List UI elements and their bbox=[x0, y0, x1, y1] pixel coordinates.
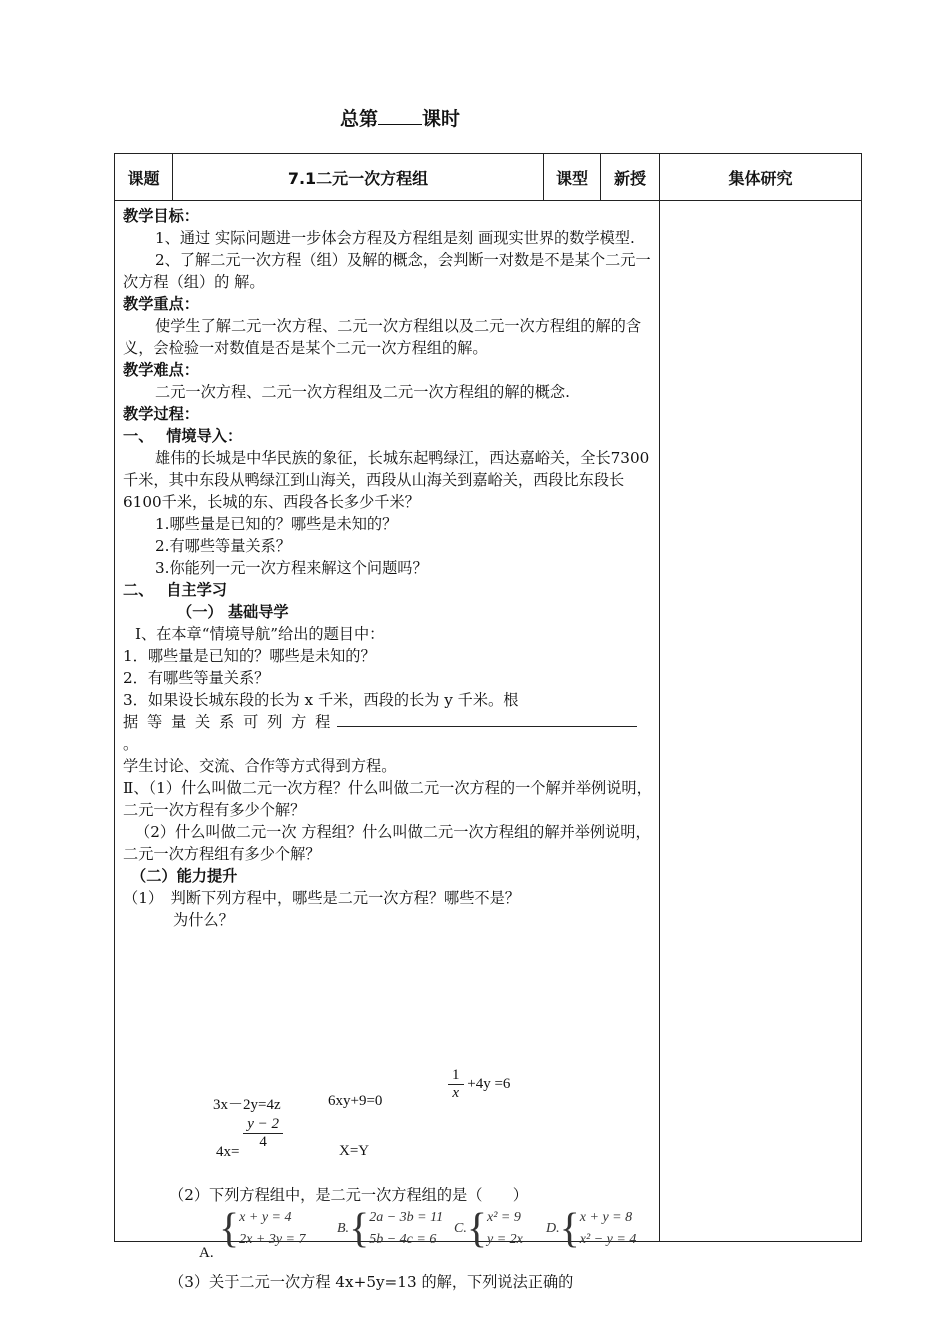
part2-q2: （2）什么叫做二元一次 方程组？什么叫做二元一次方程组的解并举例说明，二元一次方程组有多少个解？ bbox=[123, 823, 651, 863]
equation-4-fraction bbox=[243, 1116, 283, 1151]
option-d[interactable] bbox=[546, 1207, 636, 1251]
part1-intro: Ⅰ、在本章“情境导航”给出的题目中： bbox=[135, 625, 385, 643]
option-a-rows bbox=[239, 1207, 305, 1251]
equation-3 bbox=[448, 1067, 510, 1102]
option-a-row1: x + y = 4 bbox=[239, 1210, 292, 1225]
key-heading: 教学重点： bbox=[123, 295, 199, 313]
part1-q1: 1．哪些量是已知的？哪些是未知的？ bbox=[123, 647, 376, 665]
section1-q2: 2.有哪些等量关系？ bbox=[155, 537, 291, 555]
option-a-row2: 2x + 3y = 7 bbox=[239, 1232, 306, 1247]
option-b-row2: 5b − 4c = 6 bbox=[369, 1232, 437, 1247]
equation-answer-line[interactable] bbox=[337, 712, 637, 727]
option-b-label: B. bbox=[337, 1221, 350, 1237]
section1-heading: 一、 情境导入： bbox=[123, 427, 243, 445]
lesson-number-blank bbox=[378, 108, 422, 125]
part1-q3b bbox=[123, 711, 655, 733]
section1-q3: 3.你能列一元一次方程来解这个问题吗？ bbox=[155, 559, 428, 577]
equation-4-left: 4x= bbox=[216, 1144, 240, 1160]
part2-q1: Ⅱ、（1）什么叫做二元一次方程？什么叫做二元一次方程的一个解并举例说明，二元一次方程有多少个解？ bbox=[123, 779, 652, 819]
equation-1: 3x－2y=4z bbox=[213, 1097, 281, 1113]
section1-q1: 1.哪些量是已知的？哪些是未知的？ bbox=[155, 515, 398, 533]
title-suffix: 课时 bbox=[422, 108, 461, 130]
research-label: 集体研究 bbox=[660, 154, 862, 201]
option-c-brace: { bbox=[466, 1206, 488, 1252]
equation-3-numerator: 1 bbox=[452, 1067, 460, 1083]
topic-value: 7.1二元一次方程组 bbox=[173, 154, 544, 201]
part1-q2: 2．有哪些等量关系？ bbox=[123, 669, 270, 687]
sub2-heading: （二）能力提升 bbox=[131, 867, 238, 885]
option-c-label: C. bbox=[454, 1221, 467, 1237]
difficulty-text: 二元一次方程、二元一次方程组及二元一次方程组的解的概念. bbox=[155, 383, 570, 401]
page-title bbox=[0, 104, 800, 131]
option-b[interactable] bbox=[337, 1207, 443, 1251]
option-d-row2: x² − y = 4 bbox=[579, 1232, 637, 1247]
discussion: 学生讨论、交流、合作等方式得到方程。 bbox=[123, 757, 397, 775]
option-c-row1: x² = 9 bbox=[487, 1210, 521, 1225]
equation-4 bbox=[216, 1116, 283, 1161]
section1-text: 雄伟的长城是中华民族的象征，长城东起鸭绿江，西达嘉峪关，全长7300千米，其中东段从鸭绿江到山海关，西段从山海关到嘉峪关，西段比东段长6100千米，长城的东、西段各长多少千米？ bbox=[123, 449, 650, 511]
lesson-plan-table bbox=[114, 153, 862, 1291]
equation-3-rest: +4y =6 bbox=[467, 1075, 511, 1092]
type-label: 课型 bbox=[544, 154, 601, 201]
option-b-rows bbox=[369, 1207, 443, 1251]
ex1-b: 为什么？ bbox=[173, 911, 234, 929]
option-d-row1: x + y = 8 bbox=[579, 1210, 633, 1225]
type-value: 新授 bbox=[601, 154, 660, 201]
part1-q3c: 。 bbox=[123, 735, 139, 753]
lesson-content bbox=[123, 205, 655, 931]
ex2-text: （2）下列方程组中，是二元一次方程组的是（ ） bbox=[169, 1186, 528, 1204]
option-d-rows bbox=[580, 1207, 637, 1251]
option-c-rows bbox=[487, 1207, 523, 1251]
option-a-label: A. bbox=[199, 1245, 214, 1261]
goal-2: 2、了解二元一次方程（组）及解的概念，会判断一对数是不是某个二元一次方程（组）的 解。 bbox=[123, 251, 651, 291]
topic-label: 课题 bbox=[115, 154, 173, 201]
option-d-label: D. bbox=[546, 1221, 560, 1237]
lesson-content-cell bbox=[115, 201, 660, 1291]
equation-3-fraction bbox=[448, 1067, 464, 1102]
option-a-brace: { bbox=[219, 1206, 240, 1252]
equation-4-denominator: 4 bbox=[259, 1134, 267, 1150]
ex3-text: （3）关于二元一次方程 4x+5y=13 的解，下列说法正确的 bbox=[169, 1273, 574, 1291]
option-d-brace: { bbox=[559, 1206, 580, 1252]
part1-q3b-text: 据 等 量 关 系 可 列 方 程 bbox=[123, 713, 333, 731]
process-heading: 教学过程： bbox=[123, 405, 199, 423]
sub1-heading: （一） 基础导学 bbox=[177, 603, 289, 621]
difficulty-heading: 教学难点： bbox=[123, 361, 199, 379]
part1-q3a: 3．如果设长城东段的长为 x 千米，西段的长为 y 千米。根 bbox=[123, 691, 519, 709]
goal-1: 1、通过 实际问题进一步体会方程及方程组是刻 画现实世界的数学模型. bbox=[155, 229, 635, 247]
header-row bbox=[115, 154, 862, 201]
goals-heading: 教学目标： bbox=[123, 207, 199, 225]
equation-3-denominator: x bbox=[448, 1084, 464, 1102]
option-c[interactable] bbox=[454, 1207, 523, 1251]
option-a[interactable] bbox=[199, 1206, 306, 1261]
research-notes-cell[interactable] bbox=[660, 201, 862, 1242]
exercise-3 bbox=[123, 1271, 655, 1293]
section2-heading: 二、 自主学习 bbox=[123, 581, 227, 599]
option-b-row1: 2a − 3b = 11 bbox=[369, 1210, 444, 1225]
key-text: 使学生了解二元一次方程、二元一次方程组以及二元一次方程组的解的含义，会检验一对数值是否是某个二元一次方程组的解。 bbox=[123, 317, 641, 357]
exercise-2 bbox=[123, 1184, 655, 1206]
option-b-brace: { bbox=[349, 1206, 370, 1252]
equation-5: X=Y bbox=[339, 1143, 370, 1159]
title-prefix: 总第 bbox=[339, 108, 378, 130]
ex1-a: （1） 判断下列方程中，哪些是二元一次方程？哪些不是？ bbox=[123, 889, 520, 907]
option-c-row2: y = 2x bbox=[487, 1232, 523, 1247]
equation-2: 6xy+9=0 bbox=[328, 1093, 383, 1109]
equation-4-numerator: y − 2 bbox=[243, 1116, 283, 1134]
option-a-system bbox=[219, 1207, 306, 1251]
